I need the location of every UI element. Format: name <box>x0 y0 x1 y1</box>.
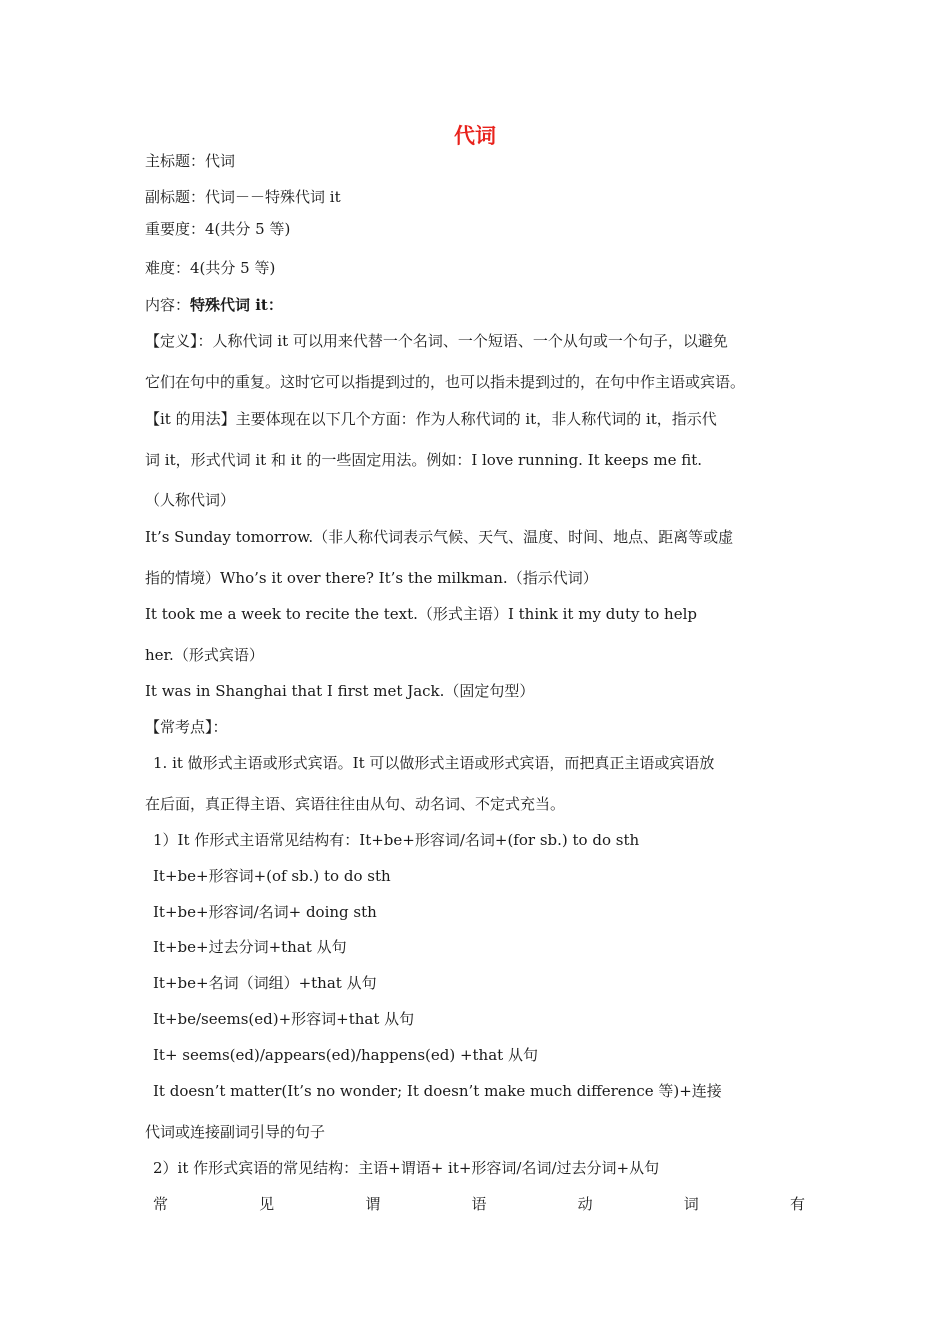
spread-char: 有 <box>789 1195 805 1213</box>
body-line-7: 指的情境）Who’s it over there? It’s the milkman.（指示代词） <box>145 569 598 587</box>
spread-char: 谓 <box>365 1195 381 1213</box>
body-line-6: It’s Sunday tomorrow.（非人称代词表示气候、天气、温度、时间、地点、距离等或虚 <box>145 528 734 546</box>
body-line-21: It doesn’t matter(It’s no wonder; It doesn’t make much difference 等)+连接 <box>153 1082 722 1100</box>
body-line-1: 【定义】：人称代词 it 可以用来代替一个名词、一个短语、一个从句或一个句子，以避免 <box>145 332 728 350</box>
spread-char: 见 <box>259 1195 275 1213</box>
key-points-heading: 【常考点】： <box>145 718 228 736</box>
body-line-14: 1）It 作形式主语常见结构有：It+be+形容词/名词+(for sb.) to do sth <box>153 831 640 849</box>
importance-line: 重要度：4(共分 5 等) <box>145 220 291 238</box>
difficulty-line: 难度：4(共分 5 等) <box>145 259 276 277</box>
body-line-19: It+be/seems(ed)+形容词+that 从句 <box>153 1010 415 1028</box>
content-line <box>145 295 810 315</box>
body-line-5: （人称代词） <box>145 491 236 509</box>
content-value: 特殊代词 it： <box>190 296 283 314</box>
body-line-2: 它们在句中的重复。这时它可以指提到过的，也可以指未提到过的，在句中作主语或宾语。 <box>145 373 746 391</box>
body-line-23: 2）it 作形式宾语的常见结构：主语+谓语+ it+形容词/名词/过去分词+从句 <box>153 1159 660 1177</box>
body-line-3: 【it 的用法】主要体现在以下几个方面：作为人称代词的 it，非人称代词的 it，指示代 <box>145 410 717 428</box>
spread-char: 语 <box>471 1195 487 1213</box>
spread-char: 词 <box>683 1195 699 1213</box>
body-line-13: 在后面，真正得主语、宾语往往由从句、动名词、不定式充当。 <box>145 795 566 813</box>
document-title: 代词 <box>454 124 496 148</box>
body-line-18: It+be+名词（词组）+that 从句 <box>153 974 377 992</box>
body-line-16: It+be+形容词/名词+ doing sth <box>153 903 377 921</box>
body-line-4: 词 it，形式代词 it 和 it 的一些固定用法。例如：I love running. It keeps me fit. <box>145 451 703 469</box>
body-line-24 <box>153 1194 805 1214</box>
body-line-12: 1. it 做形式主语或形式宾语。It 可以做形式主语或形式宾语，而把真正主语或宾语放 <box>153 754 715 772</box>
body-line-8: It took me a week to recite the text.（形式主语）I think it my duty to help <box>145 605 697 623</box>
main-title-line: 主标题：代词 <box>145 152 236 170</box>
spread-char: 动 <box>577 1195 593 1213</box>
body-line-15: It+be+形容词+(of sb.) to do sth <box>153 867 391 885</box>
body-line-10: It was in Shanghai that I first met Jack.（固定句型） <box>145 682 535 700</box>
sub-title-line: 副标题：代词－－特殊代词 it <box>145 188 341 206</box>
content-label: 内容： <box>145 296 191 314</box>
body-line-22: 代词或连接副词引导的句子 <box>145 1123 326 1141</box>
spread-char: 常 <box>153 1195 169 1213</box>
body-line-9: her.（形式宾语） <box>145 646 264 664</box>
body-line-17: It+be+过去分词+that 从句 <box>153 938 347 956</box>
body-line-20: It+ seems(ed)/appears(ed)/happens(ed) +that 从句 <box>153 1046 538 1064</box>
